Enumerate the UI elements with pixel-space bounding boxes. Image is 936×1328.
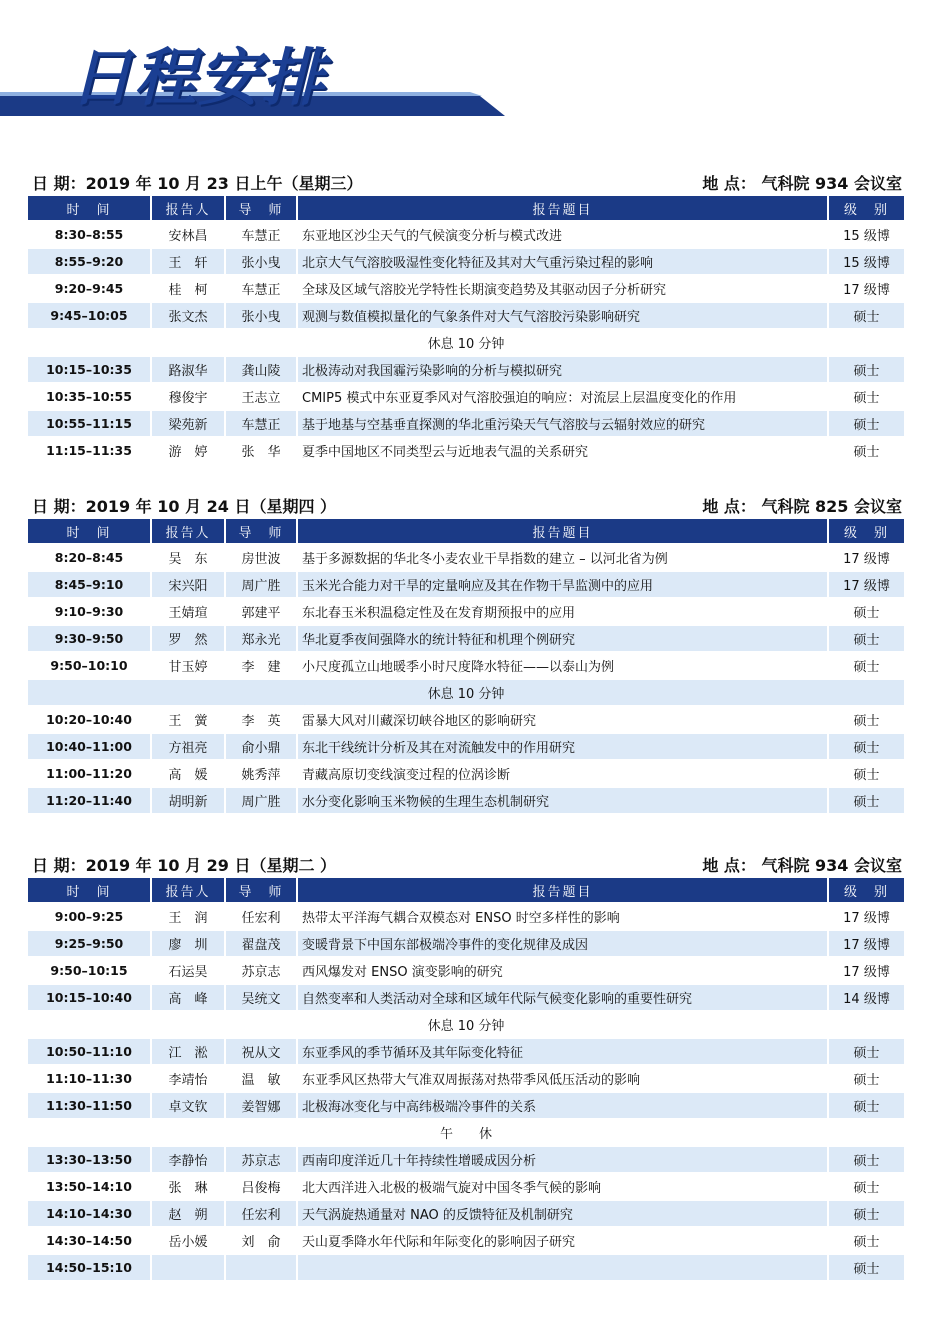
time-cell: 13:50–14:10 bbox=[28, 1173, 151, 1200]
topic-cell: 北极海冰变化与中高纬极端冷事件的关系 bbox=[297, 1092, 828, 1119]
table-row bbox=[28, 571, 904, 598]
advisor-cell: 张 华 bbox=[225, 437, 297, 463]
level-cell: 17 级博 bbox=[828, 275, 904, 302]
time-cell: 10:20–10:40 bbox=[28, 706, 151, 733]
break-row bbox=[28, 679, 904, 706]
break-label: 休息 10 分钟 bbox=[28, 1011, 904, 1038]
time-cell: 11:15–11:35 bbox=[28, 437, 151, 463]
table-row bbox=[28, 1092, 904, 1119]
level-cell: 14 级博 bbox=[828, 984, 904, 1011]
break-row bbox=[28, 329, 904, 356]
table-row bbox=[28, 383, 904, 410]
col-header-speaker: 报告人 bbox=[151, 519, 225, 544]
topic-cell: 天气涡旋热通量对 NAO 的反馈特征及机制研究 bbox=[297, 1200, 828, 1227]
topic-cell: 东亚季风的季节循环及其年际变化特征 bbox=[297, 1038, 828, 1065]
col-header-level: 级 别 bbox=[828, 196, 904, 221]
schedule-table bbox=[28, 878, 904, 1280]
advisor-cell: 李 建 bbox=[225, 652, 297, 679]
level-cell: 硕士 bbox=[828, 706, 904, 733]
table-row bbox=[28, 356, 904, 383]
col-header-level: 级 别 bbox=[828, 519, 904, 544]
speaker-cell: 罗 然 bbox=[151, 625, 225, 652]
time-cell: 10:15–10:35 bbox=[28, 356, 151, 383]
speaker-cell: 廖 圳 bbox=[151, 930, 225, 957]
speaker-cell: 高 媛 bbox=[151, 760, 225, 787]
topic-cell: 观测与数值模拟量化的气象条件对大气气溶胶污染影响研究 bbox=[297, 302, 828, 329]
topic-cell: 雷暴大风对川藏深切峡谷地区的影响研究 bbox=[297, 706, 828, 733]
time-cell: 9:25–9:50 bbox=[28, 930, 151, 957]
speaker-cell: 张 琳 bbox=[151, 1173, 225, 1200]
table-row bbox=[28, 1227, 904, 1254]
time-cell: 9:45–10:05 bbox=[28, 302, 151, 329]
advisor-cell: 车慧正 bbox=[225, 410, 297, 437]
table-header-row bbox=[28, 878, 904, 903]
advisor-cell: 俞小鼎 bbox=[225, 733, 297, 760]
time-cell: 9:00–9:25 bbox=[28, 903, 151, 930]
level-cell: 硕士 bbox=[828, 787, 904, 813]
speaker-cell: 路淑华 bbox=[151, 356, 225, 383]
advisor-cell: 翟盘茂 bbox=[225, 930, 297, 957]
time-cell: 9:50–10:15 bbox=[28, 957, 151, 984]
level-cell: 硕士 bbox=[828, 1065, 904, 1092]
col-header-speaker: 报告人 bbox=[151, 196, 225, 221]
time-cell: 8:55–9:20 bbox=[28, 248, 151, 275]
speaker-cell: 李靖怡 bbox=[151, 1065, 225, 1092]
section-location: 地 点： 气科院 934 会议室 bbox=[702, 174, 902, 193]
topic-cell: 夏季中国地区不同类型云与近地表气温的关系研究 bbox=[297, 437, 828, 463]
topic-cell: 北京大气气溶胶吸湿性变化特征及其对大气重污染过程的影响 bbox=[297, 248, 828, 275]
page-title: 日程安排 bbox=[70, 41, 327, 114]
section-header bbox=[28, 852, 904, 878]
level-cell: 15 级博 bbox=[828, 221, 904, 248]
table-row bbox=[28, 1200, 904, 1227]
level-cell: 硕士 bbox=[828, 1092, 904, 1119]
col-header-advisor: 导 师 bbox=[225, 878, 297, 903]
section-header bbox=[28, 170, 904, 196]
speaker-cell: 高 峰 bbox=[151, 984, 225, 1011]
advisor-cell: 车慧正 bbox=[225, 275, 297, 302]
level-cell: 17 级博 bbox=[828, 544, 904, 571]
table-row bbox=[28, 1173, 904, 1200]
table-row bbox=[28, 706, 904, 733]
advisor-cell: 吴统文 bbox=[225, 984, 297, 1011]
speaker-cell bbox=[151, 1254, 225, 1280]
level-cell: 硕士 bbox=[828, 625, 904, 652]
schedule-section-2 bbox=[28, 493, 904, 813]
time-cell: 11:00–11:20 bbox=[28, 760, 151, 787]
table-row bbox=[28, 598, 904, 625]
section-date: 日 期：2019 年 10 月 23 日上午（星期三） bbox=[32, 174, 363, 193]
table-row bbox=[28, 1146, 904, 1173]
col-header-time: 时 间 bbox=[28, 519, 151, 544]
table-row bbox=[28, 930, 904, 957]
speaker-cell: 赵 朔 bbox=[151, 1200, 225, 1227]
level-cell: 硕士 bbox=[828, 302, 904, 329]
speaker-cell: 吴 东 bbox=[151, 544, 225, 571]
time-cell: 11:10–11:30 bbox=[28, 1065, 151, 1092]
break-label: 休息 10 分钟 bbox=[28, 329, 904, 356]
col-header-speaker: 报告人 bbox=[151, 878, 225, 903]
topic-cell: 北大西洋进入北极的极端气旋对中国冬季气候的影响 bbox=[297, 1173, 828, 1200]
time-cell: 9:50–10:10 bbox=[28, 652, 151, 679]
time-cell: 10:40–11:00 bbox=[28, 733, 151, 760]
level-cell: 硕士 bbox=[828, 598, 904, 625]
section-date: 日 期：2019 年 10 月 24 日（星期四 ） bbox=[32, 497, 337, 516]
advisor-cell: 李 英 bbox=[225, 706, 297, 733]
table-row bbox=[28, 275, 904, 302]
table-row bbox=[28, 1254, 904, 1280]
table-row bbox=[28, 733, 904, 760]
advisor-cell: 张小曳 bbox=[225, 302, 297, 329]
topic-cell: 东亚地区沙尘天气的气候演变分析与模式改进 bbox=[297, 221, 828, 248]
advisor-cell: 张小曳 bbox=[225, 248, 297, 275]
break-row bbox=[28, 1119, 904, 1146]
col-header-topic: 报告题目 bbox=[297, 519, 828, 544]
speaker-cell: 李静怡 bbox=[151, 1146, 225, 1173]
level-cell: 硕士 bbox=[828, 1146, 904, 1173]
topic-cell: 水分变化影响玉米物候的生理生态机制研究 bbox=[297, 787, 828, 813]
topic-cell: 东北春玉米积温稳定性及在发育期预报中的应用 bbox=[297, 598, 828, 625]
col-header-advisor: 导 师 bbox=[225, 519, 297, 544]
advisor-cell: 姜智娜 bbox=[225, 1092, 297, 1119]
table-row bbox=[28, 625, 904, 652]
table-row bbox=[28, 903, 904, 930]
level-cell: 硕士 bbox=[828, 356, 904, 383]
advisor-cell: 车慧正 bbox=[225, 221, 297, 248]
speaker-cell: 方祖亮 bbox=[151, 733, 225, 760]
table-row bbox=[28, 984, 904, 1011]
advisor-cell: 任宏利 bbox=[225, 1200, 297, 1227]
title-banner bbox=[0, 0, 520, 118]
advisor-cell: 吕俊梅 bbox=[225, 1173, 297, 1200]
advisor-cell: 龚山陵 bbox=[225, 356, 297, 383]
speaker-cell: 石运昊 bbox=[151, 957, 225, 984]
table-row bbox=[28, 410, 904, 437]
topic-cell: 小尺度孤立山地暖季小时尺度降水特征——以泰山为例 bbox=[297, 652, 828, 679]
speaker-cell: 江 淞 bbox=[151, 1038, 225, 1065]
table-row bbox=[28, 248, 904, 275]
table-row bbox=[28, 221, 904, 248]
schedule-section-1 bbox=[28, 170, 904, 463]
topic-cell: 基于多源数据的华北冬小麦农业干旱指数的建立 – 以河北省为例 bbox=[297, 544, 828, 571]
section-location: 地 点： 气科院 934 会议室 bbox=[702, 856, 902, 875]
advisor-cell: 郑永光 bbox=[225, 625, 297, 652]
col-header-level: 级 别 bbox=[828, 878, 904, 903]
topic-cell: 北极涛动对我国霾污染影响的分析与模拟研究 bbox=[297, 356, 828, 383]
time-cell: 11:30–11:50 bbox=[28, 1092, 151, 1119]
speaker-cell: 宋兴阳 bbox=[151, 571, 225, 598]
level-cell: 硕士 bbox=[828, 1038, 904, 1065]
section-header bbox=[28, 493, 904, 519]
advisor-cell: 苏京志 bbox=[225, 1146, 297, 1173]
table-row bbox=[28, 1038, 904, 1065]
advisor-cell: 苏京志 bbox=[225, 957, 297, 984]
level-cell: 硕士 bbox=[828, 437, 904, 463]
time-cell: 11:20–11:40 bbox=[28, 787, 151, 813]
time-cell: 10:15–10:40 bbox=[28, 984, 151, 1011]
time-cell: 10:50–11:10 bbox=[28, 1038, 151, 1065]
level-cell: 硕士 bbox=[828, 1254, 904, 1280]
table-row bbox=[28, 787, 904, 813]
speaker-cell: 王 润 bbox=[151, 903, 225, 930]
speaker-cell: 岳小媛 bbox=[151, 1227, 225, 1254]
advisor-cell: 任宏利 bbox=[225, 903, 297, 930]
level-cell: 17 级博 bbox=[828, 930, 904, 957]
topic-cell: 华北夏季夜间强降水的统计特征和机理个例研究 bbox=[297, 625, 828, 652]
col-header-time: 时 间 bbox=[28, 878, 151, 903]
level-cell: 17 级博 bbox=[828, 957, 904, 984]
table-row bbox=[28, 957, 904, 984]
col-header-advisor: 导 师 bbox=[225, 196, 297, 221]
advisor-cell: 刘 俞 bbox=[225, 1227, 297, 1254]
level-cell: 硕士 bbox=[828, 410, 904, 437]
advisor-cell: 王志立 bbox=[225, 383, 297, 410]
topic-cell: 玉米光合能力对干旱的定量响应及其在作物干旱监测中的应用 bbox=[297, 571, 828, 598]
speaker-cell: 梁苑新 bbox=[151, 410, 225, 437]
table-row bbox=[28, 760, 904, 787]
advisor-cell: 周广胜 bbox=[225, 787, 297, 813]
level-cell: 硕士 bbox=[828, 1173, 904, 1200]
table-row bbox=[28, 544, 904, 571]
time-cell: 14:30–14:50 bbox=[28, 1227, 151, 1254]
advisor-cell bbox=[225, 1254, 297, 1280]
advisor-cell: 姚秀萍 bbox=[225, 760, 297, 787]
section-location: 地 点： 气科院 825 会议室 bbox=[702, 497, 902, 516]
schedule-section-3 bbox=[28, 852, 904, 1280]
time-cell: 9:10–9:30 bbox=[28, 598, 151, 625]
table-row bbox=[28, 652, 904, 679]
table-row bbox=[28, 437, 904, 463]
table-row bbox=[28, 302, 904, 329]
time-cell: 8:20–8:45 bbox=[28, 544, 151, 571]
topic-cell: 东亚季风区热带大气准双周振荡对热带季风低压活动的影响 bbox=[297, 1065, 828, 1092]
topic-cell: 变暖背景下中国东部极端冷事件的变化规律及成因 bbox=[297, 930, 828, 957]
time-cell: 14:10–14:30 bbox=[28, 1200, 151, 1227]
speaker-cell: 穆俊宇 bbox=[151, 383, 225, 410]
speaker-cell: 安林昌 bbox=[151, 221, 225, 248]
speaker-cell: 胡明新 bbox=[151, 787, 225, 813]
speaker-cell: 王 黉 bbox=[151, 706, 225, 733]
level-cell: 17 级博 bbox=[828, 571, 904, 598]
time-cell: 8:45–9:10 bbox=[28, 571, 151, 598]
topic-cell: 基于地基与空基垂直探测的华北重污染天气气溶胶与云辐射效应的研究 bbox=[297, 410, 828, 437]
advisor-cell: 温 敏 bbox=[225, 1065, 297, 1092]
table-row bbox=[28, 1065, 904, 1092]
col-header-time: 时 间 bbox=[28, 196, 151, 221]
advisor-cell: 祝从文 bbox=[225, 1038, 297, 1065]
schedule-table bbox=[28, 196, 904, 463]
topic-cell: CMIP5 模式中东亚夏季风对气溶胶强迫的响应：对流层上层温度变化的作用 bbox=[297, 383, 828, 410]
level-cell: 硕士 bbox=[828, 733, 904, 760]
table-header-row bbox=[28, 519, 904, 544]
topic-cell: 西南印度洋近几十年持续性增暖成因分析 bbox=[297, 1146, 828, 1173]
schedule-table bbox=[28, 519, 904, 813]
level-cell: 17 级博 bbox=[828, 903, 904, 930]
topic-cell: 自然变率和人类活动对全球和区域年代际气候变化影响的重要性研究 bbox=[297, 984, 828, 1011]
topic-cell: 天山夏季降水年代际和年际变化的影响因子研究 bbox=[297, 1227, 828, 1254]
col-header-topic: 报告题目 bbox=[297, 196, 828, 221]
level-cell: 硕士 bbox=[828, 760, 904, 787]
time-cell: 10:35–10:55 bbox=[28, 383, 151, 410]
level-cell: 硕士 bbox=[828, 1227, 904, 1254]
speaker-cell: 张文杰 bbox=[151, 302, 225, 329]
section-date: 日 期：2019 年 10 月 29 日（星期二 ） bbox=[32, 856, 337, 875]
topic-cell: 青藏高原切变线演变过程的位涡诊断 bbox=[297, 760, 828, 787]
level-cell: 硕士 bbox=[828, 652, 904, 679]
time-cell: 9:30–9:50 bbox=[28, 625, 151, 652]
break-label: 休息 10 分钟 bbox=[28, 679, 904, 706]
speaker-cell: 王 轩 bbox=[151, 248, 225, 275]
advisor-cell: 房世波 bbox=[225, 544, 297, 571]
table-header-row bbox=[28, 196, 904, 221]
advisor-cell: 周广胜 bbox=[225, 571, 297, 598]
break-row bbox=[28, 1011, 904, 1038]
time-cell: 9:20–9:45 bbox=[28, 275, 151, 302]
speaker-cell: 甘玉婷 bbox=[151, 652, 225, 679]
time-cell: 10:55–11:15 bbox=[28, 410, 151, 437]
level-cell: 15 级博 bbox=[828, 248, 904, 275]
break-label: 午 休 bbox=[28, 1119, 904, 1146]
topic-cell bbox=[297, 1254, 828, 1280]
speaker-cell: 桂 柯 bbox=[151, 275, 225, 302]
col-header-topic: 报告题目 bbox=[297, 878, 828, 903]
time-cell: 8:30–8:55 bbox=[28, 221, 151, 248]
topic-cell: 全球及区域气溶胶光学特性长期演变趋势及其驱动因子分析研究 bbox=[297, 275, 828, 302]
speaker-cell: 王婧瑄 bbox=[151, 598, 225, 625]
topic-cell: 热带太平洋海气耦合双模态对 ENSO 时空多样性的影响 bbox=[297, 903, 828, 930]
speaker-cell: 卓文钦 bbox=[151, 1092, 225, 1119]
time-cell: 14:50–15:10 bbox=[28, 1254, 151, 1280]
topic-cell: 东北干线统计分析及其在对流触发中的作用研究 bbox=[297, 733, 828, 760]
time-cell: 13:30–13:50 bbox=[28, 1146, 151, 1173]
topic-cell: 西风爆发对 ENSO 演变影响的研究 bbox=[297, 957, 828, 984]
speaker-cell: 游 婷 bbox=[151, 437, 225, 463]
level-cell: 硕士 bbox=[828, 383, 904, 410]
advisor-cell: 郭建平 bbox=[225, 598, 297, 625]
level-cell: 硕士 bbox=[828, 1200, 904, 1227]
